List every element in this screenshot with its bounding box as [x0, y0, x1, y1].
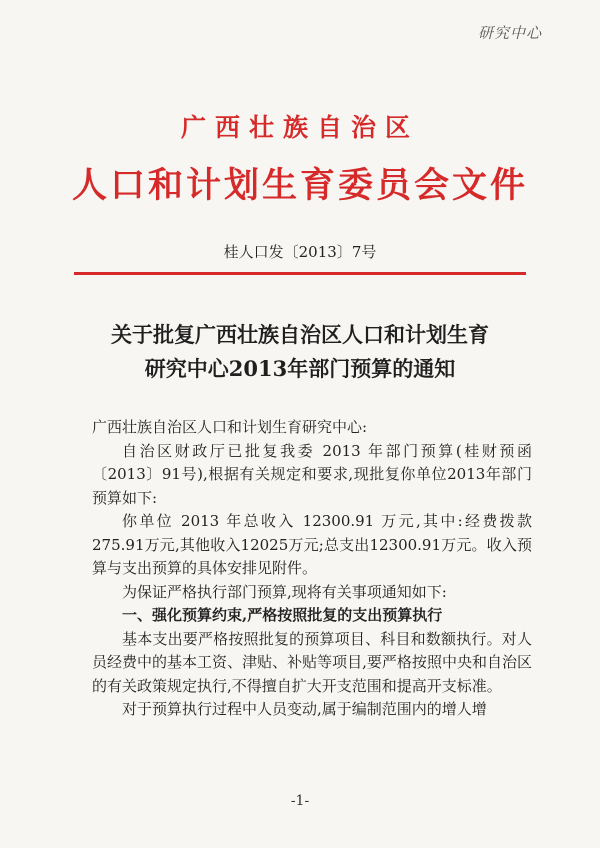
document-body — [92, 416, 532, 722]
section-heading-1: 一、强化预算约束,严格按照批复的支出预算执行 — [122, 606, 443, 624]
paragraph-5: 对于预算执行过程中人员变动,属于编制范围内的增人增 — [122, 700, 487, 718]
paragraph-2: 你单位 2013 年总收入 12300.91 万元,其中:经费拨款275.91万元,其他收入12025万元;总支出12300.91万元。收入预算与支出预算的具体安排见附件。 — [92, 512, 532, 577]
paragraph-3: 为保证严格执行部门预算,现将有关事项通知如下: — [122, 582, 447, 601]
paragraph-4: 基本支出要严格按照批复的预算项目、科目和数额执行。对人员经费中的基本工资、津贴、补贴等项目,要严格按照中央和自治区的有关政策规定执行,不得擅自扩大开支范围和提高开支标准。 — [92, 629, 532, 695]
document-number: 桂人口发〔2013〕7号 — [223, 243, 377, 261]
page-number: -1- — [290, 793, 310, 809]
paragraph-1: 自治区财政厅已批复我委 2013 年部门预算(桂财预函〔2013〕91号),根据有关规定和要求,现批复你单位2013年部门预算如下: — [92, 441, 532, 507]
addressee: 广西壮族自治区人口和计划生育研究中心: — [92, 418, 368, 436]
title-line-1: 关于批复广西壮族自治区人口和计划生育 — [111, 322, 489, 347]
title-line-2: 研究中心2013年部门预算的通知 — [144, 356, 456, 381]
issuer-document-heading: 人口和计划生育委员会文件 — [71, 165, 528, 206]
issuer-name: 广西壮族自治区 — [180, 113, 419, 142]
red-divider — [74, 272, 526, 275]
document-title — [0, 318, 600, 386]
handwritten-note: 研究中心 — [477, 24, 542, 42]
